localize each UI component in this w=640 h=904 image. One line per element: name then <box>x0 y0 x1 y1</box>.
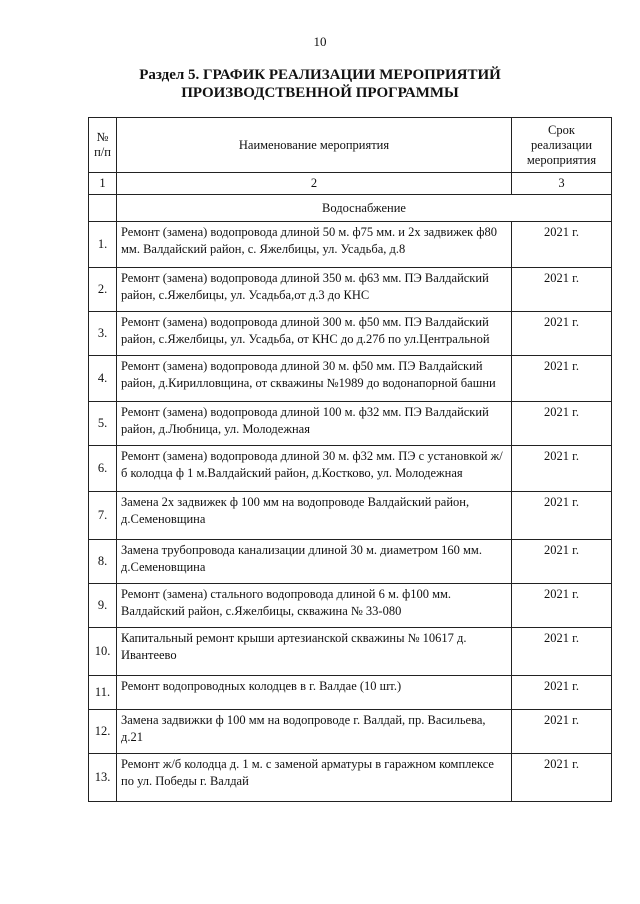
column-index: 3 <box>512 173 612 195</box>
column-index: 1 <box>89 173 117 195</box>
row-number: 5. <box>89 402 117 446</box>
row-number: 9. <box>89 584 117 628</box>
activity-name: Ремонт (замена) водопровода длиной 50 м. ф75 мм. и 2х задвижек ф80 мм. Валдайский район, с. Яжелбицы, ул. Усадьба, д.8 <box>117 222 512 268</box>
table-row <box>89 356 612 402</box>
activity-name: Ремонт (замена) водопровода длиной 300 м. ф50 мм. ПЭ Валдайский район, с.Яжелбицы, ул. Усадьба, от КНС до д.27б по ул.Центральной <box>117 312 512 356</box>
deadline: 2021 г. <box>512 222 612 268</box>
section-label: Водоснабжение <box>117 195 612 222</box>
deadline: 2021 г. <box>512 446 612 492</box>
section-title-line1: Раздел 5. ГРАФИК РЕАЛИЗАЦИИ МЕРОПРИЯТИЙ <box>139 67 501 83</box>
row-number: 3. <box>89 312 117 356</box>
page-number: 10 <box>313 34 327 49</box>
activity-name: Замена задвижки ф 100 мм на водопроводе г. Валдай, пр. Васильева, д.21 <box>117 710 512 754</box>
deadline: 2021 г. <box>512 356 612 402</box>
column-index-row <box>89 173 612 195</box>
header-number: № п/п <box>89 118 117 173</box>
activity-name: Замена трубопровода канализации длиной 30 м. диаметром 160 мм. д.Семеновщина <box>117 540 512 584</box>
table-row <box>89 584 612 628</box>
deadline: 2021 г. <box>512 710 612 754</box>
deadline: 2021 г. <box>512 540 612 584</box>
activity-name: Ремонт (замена) стального водопровода длиной 6 м. ф100 мм. Валдайский район, с.Яжелбицы, скважина № 33-080 <box>117 584 512 628</box>
row-number: 13. <box>89 754 117 802</box>
table-row <box>89 492 612 540</box>
row-number: 1. <box>89 222 117 268</box>
table-row <box>89 676 612 710</box>
table-row <box>89 710 612 754</box>
activity-name: Ремонт (замена) водопровода длиной 30 м. ф32 мм. ПЭ с установкой ж/б колодца ф 1 м.Валдайский район, д.Костково, ул. Молодежная <box>117 446 512 492</box>
deadline: 2021 г. <box>512 754 612 802</box>
activity-name: Ремонт (замена) водопровода длиной 100 м. ф32 мм. ПЭ Валдайский район, д.Любница, ул. Молодежная <box>117 402 512 446</box>
table-row <box>89 222 612 268</box>
activity-name: Ремонт водопроводных колодцев в г. Валдае (10 шт.) <box>117 676 512 710</box>
activity-name: Ремонт (замена) водопровода длиной 30 м. ф50 мм. ПЭ Валдайский район, д.Кирилловщина, от скважины №1989 до водонапорной башни <box>117 356 512 402</box>
table-row <box>89 268 612 312</box>
activity-name: Ремонт ж/б колодца д. 1 м. с заменой арматуры в гаражном комплексе по ул. Победы г. Валдай <box>117 754 512 802</box>
section-title-line2: ПРОИЗВОДСТВЕННОЙ ПРОГРАММЫ <box>181 85 459 101</box>
table-row <box>89 446 612 492</box>
column-index: 2 <box>117 173 512 195</box>
schedule-table <box>88 117 612 802</box>
header-deadline: Срок реализации мероприятия <box>512 118 612 173</box>
table-row <box>89 754 612 802</box>
section-row-water-supply <box>89 195 612 222</box>
table-row <box>89 628 612 676</box>
deadline: 2021 г. <box>512 268 612 312</box>
table-row <box>89 312 612 356</box>
table-header-row <box>89 118 612 173</box>
row-number: 6. <box>89 446 117 492</box>
activity-name: Замена 2х задвижек ф 100 мм на водопроводе Валдайский район, д.Семеновщина <box>117 492 512 540</box>
row-number: 7. <box>89 492 117 540</box>
deadline: 2021 г. <box>512 402 612 446</box>
table-row <box>89 402 612 446</box>
table-row <box>89 540 612 584</box>
deadline: 2021 г. <box>512 312 612 356</box>
row-number: 8. <box>89 540 117 584</box>
row-number: 4. <box>89 356 117 402</box>
activity-name: Ремонт (замена) водопровода длиной 350 м. ф63 мм. ПЭ Валдайский район, с.Яжелбицы, ул. Усадьба,от д.3 до КНС <box>117 268 512 312</box>
deadline: 2021 г. <box>512 584 612 628</box>
row-number: 2. <box>89 268 117 312</box>
section-number-cell <box>89 195 117 222</box>
header-activity-name: Наименование мероприятия <box>117 118 512 173</box>
section-title <box>60 66 580 102</box>
deadline: 2021 г. <box>512 628 612 676</box>
deadline: 2021 г. <box>512 676 612 710</box>
row-number: 12. <box>89 710 117 754</box>
row-number: 11. <box>89 676 117 710</box>
deadline: 2021 г. <box>512 492 612 540</box>
row-number: 10. <box>89 628 117 676</box>
activity-name: Капитальный ремонт крыши артезианской скважины № 10617 д. Ивантеево <box>117 628 512 676</box>
